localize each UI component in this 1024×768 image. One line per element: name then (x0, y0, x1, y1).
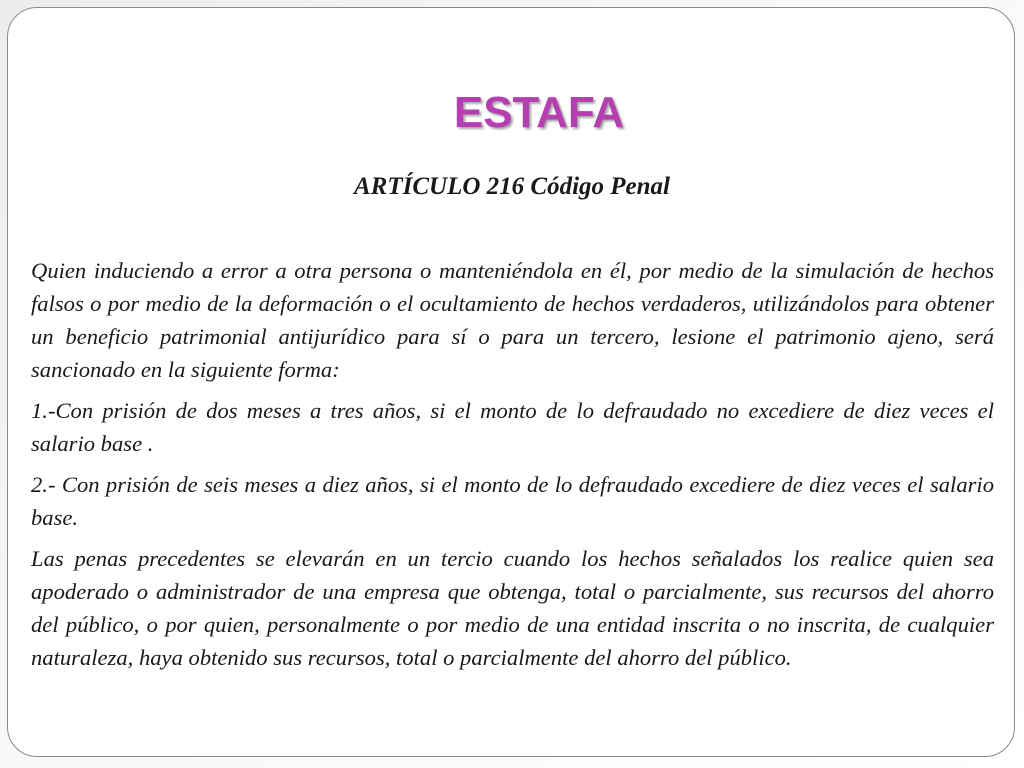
paragraph-penalty-2: 2.- Con prisión de seis meses a diez años, si el monto de lo defraudado excediere de diez veces el salario base. (31, 472, 994, 530)
paragraph-definition: Quien induciendo a error a otra persona o manteniéndola en él, por medio de la simulación de hechos falsos o por medio de la deformación o el ocultamiento de hechos verdaderos, utilizándolos para obtener un beneficio patrimonial antijurídico para sí o para un tercero, lesione el patrimonio ajeno, será sancionado en la siguiente forma: (31, 258, 994, 382)
article-heading: ARTÍCULO 216 Código Penal (354, 173, 670, 200)
paragraph-penalty-1: 1.-Con prisión de dos meses a tres años, si el monto de lo defraudado no excediere de diez veces el salario base . (31, 398, 994, 456)
slide-title: ESTAFA (453, 88, 625, 137)
article-body (31, 254, 994, 682)
paragraph-aggravation: Las penas precedentes se elevarán en un tercio cuando los hechos señalados los realice quien sea apoderado o administrador de una empresa que obtenga, total o parcialmente, sus recursos del ahorro del público, o por quien, personalmente o por medio de una entidad inscrita o no inscrita, de cualquier naturaleza, haya obtenido sus recursos, total o parcialmente del ahorro del público. (31, 546, 994, 670)
